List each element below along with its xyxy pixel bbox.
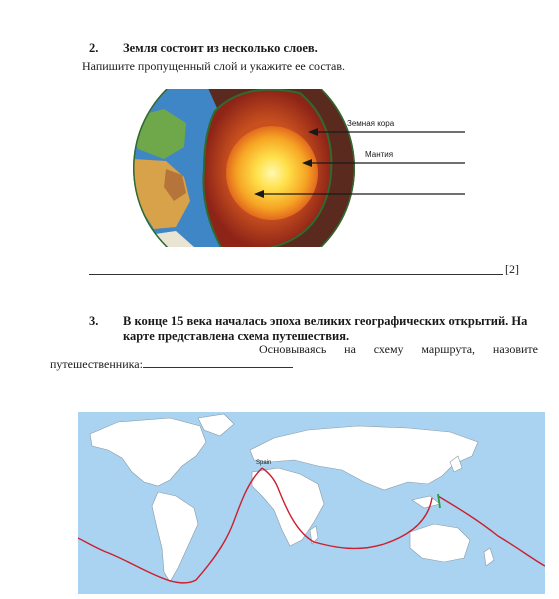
traveler-prompt: путешественника: (50, 357, 143, 371)
mantle-label: Мантия (365, 150, 394, 159)
question-3-number: 3. (89, 314, 99, 328)
instruction-word: назовите (492, 342, 538, 356)
question-2-heading (89, 41, 318, 56)
crust-label: Земная кора (347, 119, 395, 128)
question-2-instruction: Напишите пропущенный слой и укажите ее состав. (82, 59, 346, 73)
question-3-text: В конце 15 века началась эпоха великих географических открытий. На карте представлена схема путешествия. (123, 314, 528, 343)
world-route-map (78, 412, 545, 594)
earth-layers-diagram (124, 89, 467, 247)
traveler-answer-line[interactable] (143, 357, 293, 368)
instruction-word: схему (373, 342, 404, 356)
instruction-word: маршрута, (421, 342, 476, 356)
core-layer (226, 126, 318, 220)
question-2-number: 2. (89, 41, 99, 55)
instruction-word: на (344, 342, 356, 356)
instruction-word: Основываясь (259, 342, 327, 356)
spain-label: Spain (256, 460, 272, 466)
question-3-instruction (259, 342, 538, 357)
answer-line[interactable] (89, 274, 503, 275)
question-3-instruction-end (50, 357, 293, 372)
question-2-title: Земля состоит из несколько слоев. (123, 41, 318, 55)
marks-label: [2] (505, 262, 519, 276)
